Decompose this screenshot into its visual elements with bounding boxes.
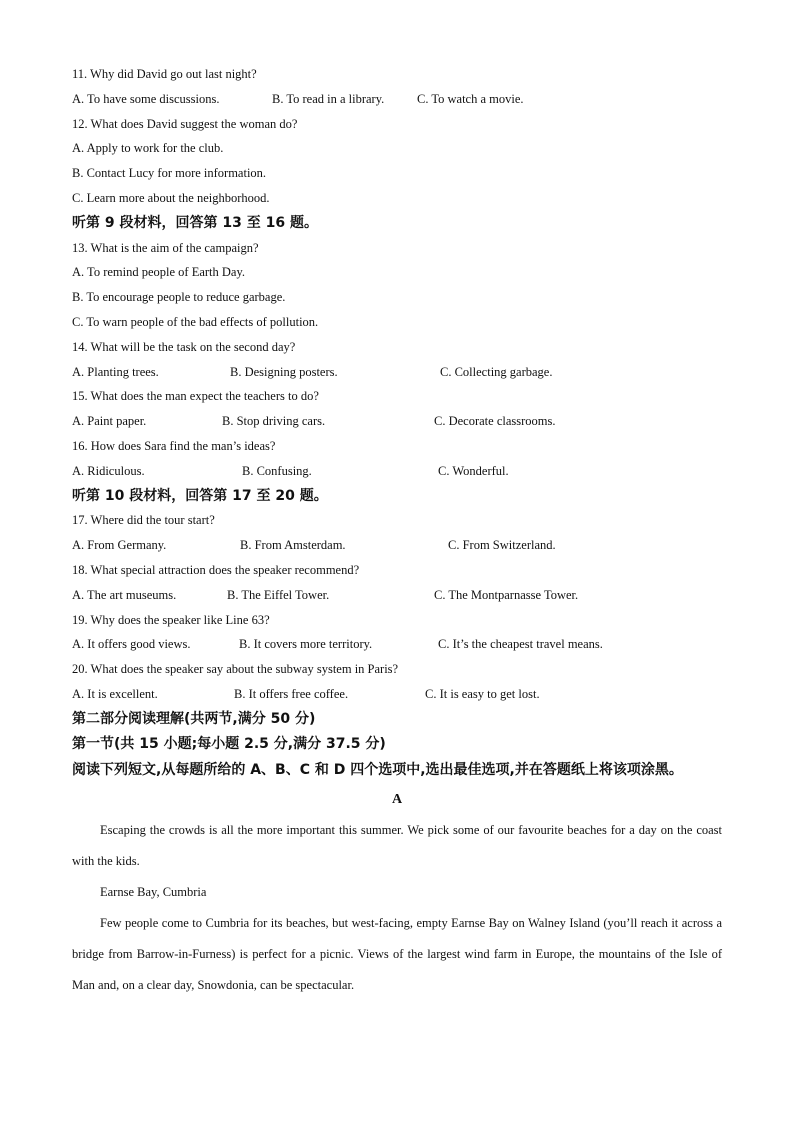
option-b: B. Contact Lucy for more information. [72, 166, 267, 181]
option-a: A. It is excellent. [72, 686, 158, 701]
option-b: B. Stop driving cars. [222, 414, 326, 429]
option-c: C. Decorate classrooms. [434, 414, 556, 429]
question-14-options [72, 360, 722, 385]
option-a: A. To have some discussions. [72, 91, 220, 106]
section-9-header: 听第 9 段材料，回答第 13 至 16 题。 [72, 214, 318, 231]
body-paragraph: Few people come to Cumbria for its beaches, but west-facing, empty Earnse Bay on Walney Island (you’ll reach it across a bridge from Barrow-in-Furness) is perfect for a picnic. Views of the largest wind farm in Europe, the mountains of the Isle of Man and, on a clear day, Snowdonia, can be spectacular. [72, 916, 722, 993]
option-a: A. Planting trees. [72, 364, 159, 379]
option-b: B. Designing posters. [230, 364, 338, 379]
option-b: B. The Eiffel Tower. [227, 587, 330, 602]
question-15: 15. What does the man expect the teachers to do? [72, 389, 319, 404]
question-13: 13. What is the aim of the campaign? [72, 240, 259, 255]
question-20-options [72, 682, 722, 707]
exam-page [72, 62, 722, 1001]
section-1-header: 第一节(共 15 小题;每小题 2.5 分,满分 37.5 分) [72, 735, 386, 752]
option-a: A. Apply to work for the club. [72, 141, 224, 156]
question-11-options [72, 87, 722, 112]
question-17: 17. Where did the tour start? [72, 513, 215, 528]
option-c: C. Learn more about the neighborhood. [72, 190, 270, 205]
option-a: A. It offers good views. [72, 637, 191, 652]
option-b: B. To encourage people to reduce garbage. [72, 290, 286, 305]
option-b: B. Confusing. [242, 463, 312, 478]
question-17-options [72, 533, 722, 558]
option-c: C. Collecting garbage. [440, 364, 553, 379]
option-c: C. To watch a movie. [417, 91, 524, 106]
question-14: 14. What will be the task on the second day? [72, 339, 296, 354]
question-11: 11. Why did David go out last night? [72, 67, 257, 81]
option-c: C. It’s the cheapest travel means. [438, 637, 603, 652]
option-c: C. Wonderful. [438, 463, 509, 478]
part-2-header: 第二部分阅读理解(共两节,满分 50 分) [72, 710, 316, 727]
option-b: B. To read in a library. [272, 91, 385, 106]
option-a: A. Paint paper. [72, 414, 147, 429]
beach-subheading: Earnse Bay, Cumbria [100, 885, 207, 900]
question-18: 18. What special attraction does the speaker recommend? [72, 562, 360, 577]
option-b: B. It covers more territory. [239, 637, 373, 652]
passage-label: A [391, 792, 403, 808]
option-c: C. To warn people of the bad effects of pollution. [72, 314, 319, 329]
question-16-options [72, 459, 722, 484]
option-a: A. To remind people of Earth Day. [72, 265, 246, 280]
intro-paragraph: Escaping the crowds is all the more important this summer. We pick some of our favourite beaches for a day on the coast with the kids. [72, 823, 722, 869]
option-c: C. The Montparnasse Tower. [434, 587, 579, 602]
question-15-options [72, 409, 722, 434]
section-10-header: 听第 10 段材料，回答第 17 至 20 题。 [72, 487, 328, 504]
option-a: A. From Germany. [72, 538, 167, 553]
question-19-options [72, 632, 722, 657]
question-18-options [72, 583, 722, 608]
reading-instructions: 阅读下列短文,从每题所给的 A、B、C 和 D 四个选项中,选出最佳选项,并在答题纸上将该项涂黑。 [72, 762, 683, 779]
question-12: 12. What does David suggest the woman do? [72, 116, 298, 131]
question-19: 19. Why does the speaker like Line 63? [72, 612, 270, 627]
question-16: 16. How does Sara find the man’s ideas? [72, 438, 276, 453]
option-a: A. Ridiculous. [72, 463, 145, 478]
option-b: B. It offers free coffee. [234, 686, 349, 701]
option-c: C. It is easy to get lost. [425, 686, 540, 701]
option-c: C. From Switzerland. [448, 538, 556, 553]
question-20: 20. What does the speaker say about the subway system in Paris? [72, 662, 399, 677]
option-a: A. The art museums. [72, 587, 177, 602]
option-b: B. From Amsterdam. [240, 538, 346, 553]
